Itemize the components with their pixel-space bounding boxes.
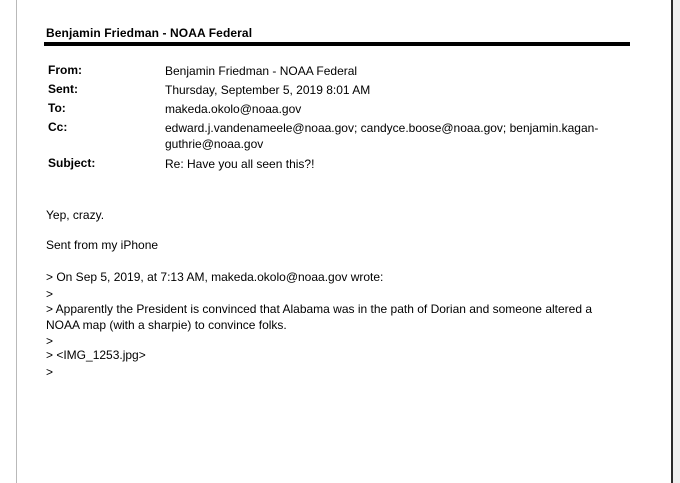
quoted-line: > <IMG_1253.jpg> — [46, 348, 146, 362]
quoted-line: > — [46, 287, 54, 301]
quoted-line: > — [46, 365, 54, 379]
cc-value-line2: guthrie@noaa.gov — [165, 137, 264, 151]
reply-text: Yep, crazy. — [46, 208, 105, 222]
sender-heading: Benjamin Friedman - NOAA Federal — [46, 26, 253, 40]
quoted-line: > On Sep 5, 2019, at 7:13 AM, makeda.okolo@noaa.gov wrote: — [46, 270, 384, 284]
subject-label: Subject: — [48, 156, 96, 170]
cc-label: Cc: — [48, 120, 68, 134]
quoted-line: > — [46, 334, 54, 348]
to-value: makeda.okolo@noaa.gov — [165, 102, 302, 116]
from-value: Benjamin Friedman - NOAA Federal — [165, 64, 358, 78]
from-label: From: — [48, 63, 82, 77]
sent-value: Thursday, September 5, 2019 8:01 AM — [165, 83, 371, 97]
page-left-edge — [16, 0, 17, 483]
subject-value: Re: Have you all seen this?! — [165, 157, 315, 171]
quoted-line: > Apparently the President is convinced that Alabama was in the path of Dorian and someone altered a — [46, 302, 593, 316]
cc-value — [165, 120, 615, 152]
cc-value-line1: edward.j.vandenameele@noaa.gov; candyce.boose@noaa.gov; benjamin.kagan- — [165, 121, 599, 135]
signature-text: Sent from my iPhone — [46, 238, 159, 252]
heading-rule — [44, 42, 630, 46]
sent-label: Sent: — [48, 82, 78, 96]
to-label: To: — [48, 101, 66, 115]
page-shadow — [673, 0, 680, 483]
quoted-line: NOAA map (with a sharpie) to convince folks. — [46, 318, 287, 332]
